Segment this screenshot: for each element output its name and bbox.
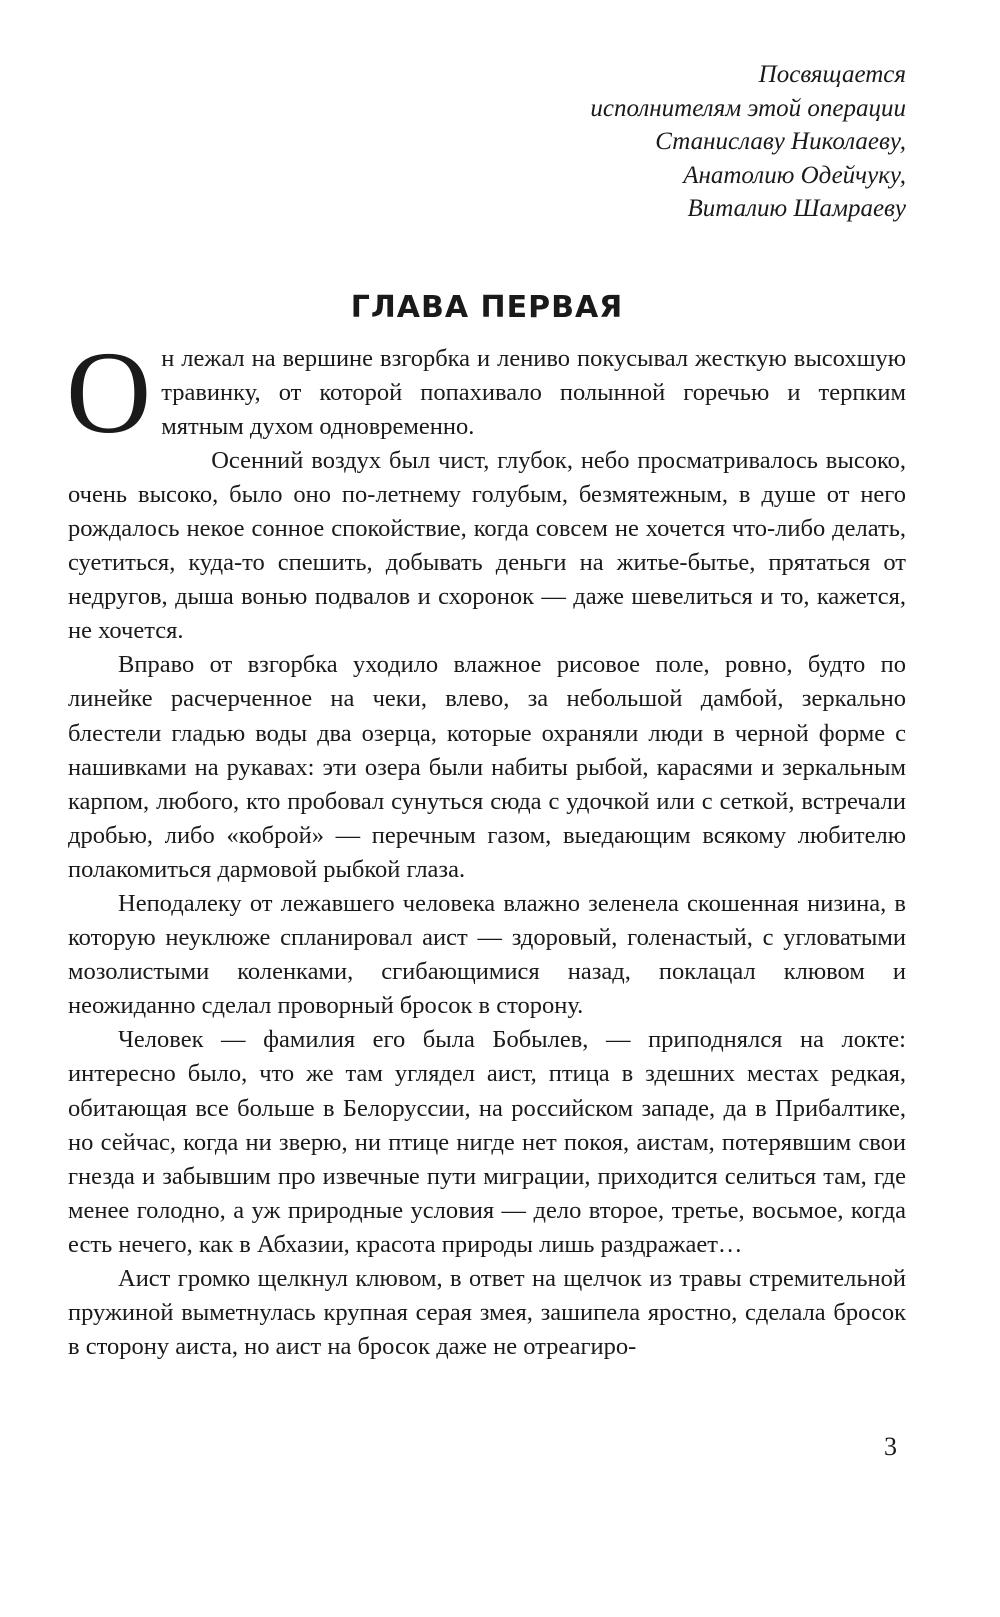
dedication-line: Анатолию Одейчуку, <box>683 161 906 189</box>
paragraph-1-text: н лежал на вершине взгорбка и лениво покусывал жесткую высохшую травинку, от которой попахивало полынной горечью и терпким мятным духом одновременно. <box>161 344 906 440</box>
book-page <box>68 58 906 1364</box>
paragraph-2: Осенний воздух был чист, глубок, небо просматривалось высоко, очень высоко, было оно по-летнему голубым, безмятежным, в душе от него рождалось некое сонное спокойствие, когда совсем не хочется что-либо делать, суетиться, куда-то спешить, добывать деньги на житье-бытье, прятаться от недругов, дыша вонью подвалов и схоронок — даже шевелиться и то, кажется, не хочется. <box>68 446 906 645</box>
paragraph-4: Неподалеку от лежавшего человека влажно зеленела скошенная низина, в которую неуклюже спланировал аист — здоровый, голенастый, с угловатыми мозолистыми коленками, сгибающимися назад, поклацал клювом и неожиданно сделал проворный бросок в сторону. <box>68 890 906 1020</box>
drop-cap: О <box>66 326 152 458</box>
page-number: 3 <box>884 1432 897 1461</box>
dedication-line: Станиславу Николаеву, <box>655 128 906 155</box>
dedication-line: исполнителям этой операции <box>590 94 906 122</box>
paragraph-5: Человек — фамилия его была Бобылев, — приподнялся на локте: интересно было, что же там углядел аист, птица в здешних местах редкая, обитающая все больше в Белоруссии, на российском западе, да в Прибалтике, но сейчас, когда ни зверю, ни птице нигде нет покоя, аистам, потерявшим свои гнезда и забывшим про извечные пути миграции, приходится селиться там, где менее голодно, а уж природные условия — дело второе, третье, восьмое, когда есть нечего, как в Абхазии, красота природы лишь раздражает… <box>68 1026 906 1258</box>
body-text <box>66 326 906 1365</box>
dedication-line: Посвящается <box>758 61 906 88</box>
dedication <box>68 58 906 226</box>
chapter-title: ГЛАВА ПЕРВАЯ <box>350 289 624 325</box>
dedication-line: Виталию Шамраеву <box>687 195 906 222</box>
paragraph-1 <box>66 326 906 458</box>
paragraph-3: Вправо от взгорбка уходило влажное рисовое поле, ровно, будто по линейке расчерченное на чеки, влево, за небольшой дамбой, зеркально блестели гладью воды два озерца, которые охраняли люди в черной форме с нашивками на рукавах: эти озера были набиты рыбой, карасями и зеркальным карпом, любого, кто пробовал сунуться сюда с удочкой или с сеткой, встречали дробью, либо «коброй» — перечным газом, выедающим всякому любителю полакомиться дармовой рыбкой глаза. <box>68 651 906 883</box>
paragraph-6: Аист громко щелкнул клювом, в ответ на щелчок из травы стремительной пружиной выметнулась крупная серая змея, зашипела яростно, сделала бросок в сторону аиста, но аист на бросок даже не отреагиро- <box>68 1265 906 1361</box>
